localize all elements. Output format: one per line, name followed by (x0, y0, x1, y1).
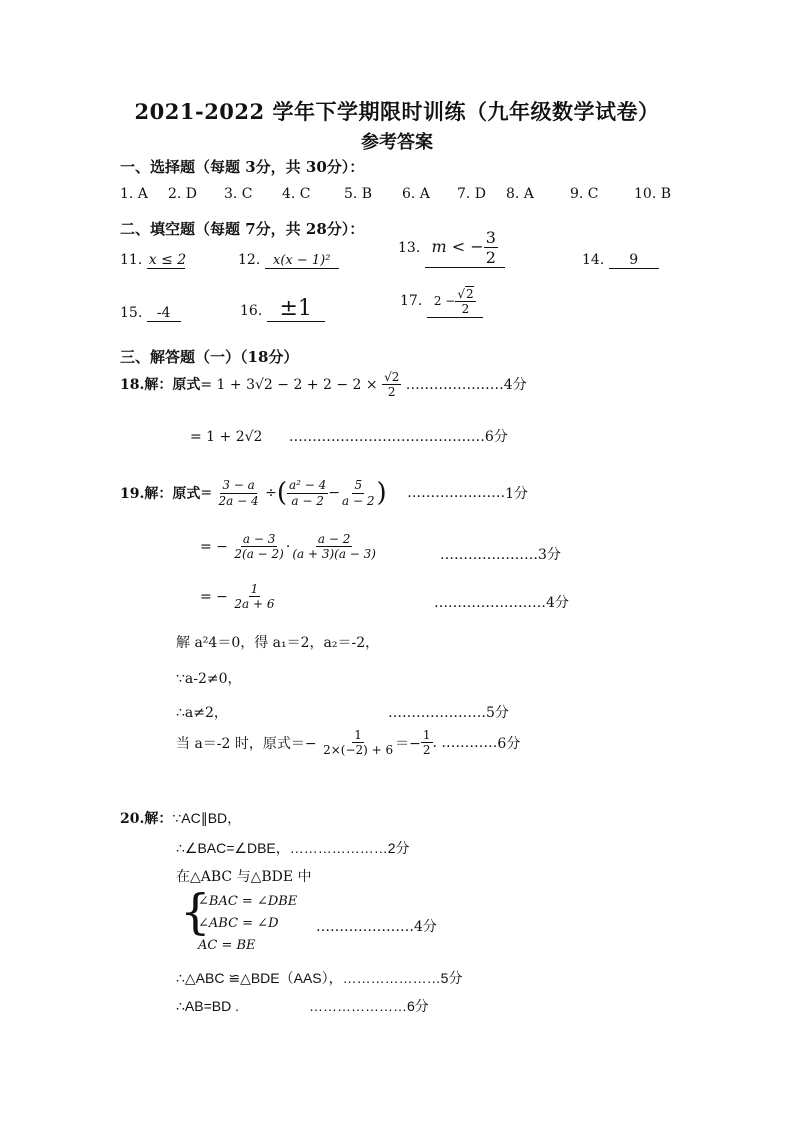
q20-sys1: ∠BAC = ∠DBE (198, 894, 298, 909)
fill-q17-prefix: 2 − (433, 293, 456, 308)
q20-score-sys: …………………4分 (316, 919, 437, 935)
q18-score2: 6分 (484, 429, 508, 445)
q19-frac2: $\frac{\text{a² − 4}}{a - 2}$ (289, 478, 327, 508)
mc-answer-4: 4. C (282, 186, 311, 202)
q20-line2: ∴∠BAC=∠DBE，…………………2分 (176, 840, 410, 856)
mc-answer-2: 2. D (168, 186, 198, 202)
fill-q13 (398, 228, 505, 268)
q19-score1: 1分 (505, 486, 529, 502)
q19-score-line6: …………………5分 (388, 705, 509, 721)
fill-q17-fraction (455, 286, 475, 317)
page-subtitle: 参考答案 (361, 132, 433, 153)
q19-frac6: $\frac{1}{2a + 6}$ (234, 582, 275, 612)
q18-expr2: = 1 + 2√2 (190, 429, 263, 445)
mc-answer-5: 5. B (344, 186, 373, 202)
page-title: 2021-2022 学年下学期限时训练（九年级数学试卷） (134, 99, 660, 124)
q18-line1: 18.解：原式= 1 + 3√2 − 2 + 2 − 2 × $\frac{√2}{2}$ …………………4分 (120, 370, 527, 400)
q20-score6: 6分 (407, 998, 429, 1014)
fill-q15-answer: -4 (147, 305, 181, 322)
mc-answer-8: 8. A (506, 186, 534, 202)
q20-score2: 2分 (387, 840, 410, 856)
q19-line6: ∴a≠2， (176, 705, 228, 721)
q18-score1: 4分 (503, 376, 527, 393)
q19-frac7: $\frac{1}{2\times(-2) + 6}$ (323, 728, 394, 758)
q18-line2: = 1 + 2√2 ……………………………………6分 (190, 429, 508, 445)
mc-answer-7: 7. D (457, 186, 487, 202)
q19-score3: 4分 (546, 595, 569, 611)
q19-frac5: $\frac{a - 2}{(a + 3)(a - 3)}$ (292, 532, 376, 562)
mc-answer-1: 1. A (120, 186, 148, 202)
q19-frac8: $\frac{1}{2}$ (422, 728, 431, 758)
fill-q13-den: 2 (485, 248, 496, 268)
fill-q13-num: 3 (485, 228, 496, 247)
q20-line3: 在△ABC 与△BDE 中 (176, 869, 312, 885)
q19-line5: ∵a-2≠0， (176, 671, 242, 687)
fill-q17-den: 2 (461, 302, 470, 317)
q20-line5: ∴AB=BD . …………………6分 (176, 998, 429, 1014)
q19-line1: 19.解：原式= $\frac{3 - a}{2a - 4}$ ÷( $\frac{\text{a² − 4}}{a - 2}$ − $\frac{5}{a - 2}$ ) …………………1分 (120, 478, 529, 508)
section1-heading: 一、选择题（每题 3分，共 30分）： (120, 158, 365, 176)
fill-q11-label: 11. (120, 252, 143, 268)
section3-heading: 三、解答题（一）（18分） (120, 348, 299, 366)
fill-q11 (120, 252, 185, 269)
mc-answer-6: 6. A (402, 186, 430, 202)
q19-score5: 5分 (486, 705, 509, 721)
mc-answer-3: 3. C (224, 186, 253, 202)
q19-frac1: $\frac{3 - a}{2a - 4}$ (218, 478, 259, 508)
mc-answer-10: 10. B (634, 186, 672, 202)
fill-q14-label: 14. (582, 252, 605, 268)
q19-score-line2: …………………3分 (440, 547, 561, 563)
mc-answer-9: 9. C (570, 186, 599, 202)
q20-system-brace: { (180, 884, 211, 940)
q19-score-line3: ……………………4分 (434, 595, 569, 611)
q18-label: 18.解：原式 (120, 376, 201, 393)
fill-q12 (238, 252, 339, 269)
section2-heading: 二、填空题（每题 7分，共 28分）： (120, 220, 365, 238)
q20-score4: 4分 (414, 919, 437, 935)
q20-score5: 5分 (440, 970, 463, 986)
fill-q16 (240, 296, 325, 322)
fill-q14-answer: 9 (609, 252, 659, 269)
q19-frac4: $\frac{a - 3}{2(a - 2)}$ (234, 532, 284, 562)
fill-q12-label: 12. (238, 252, 261, 268)
q19-score6: 6分 (497, 735, 521, 752)
q19-line2: = − $\frac{a - 3}{2(a - 2)}$ · $\frac{a - 2}{(a + 3)(a - 3)}$ (200, 532, 376, 562)
fill-q13-fraction (484, 228, 498, 267)
q20-line1: 20.解：∵AC∥BD， (120, 810, 242, 827)
q19-frac3: $\frac{5}{a - 2}$ (342, 478, 375, 508)
fill-q13-prefix: m < − (431, 237, 484, 257)
fill-q16-answer: ±1 (267, 296, 325, 322)
fill-q15 (120, 305, 181, 322)
fill-q17-num: √2 (457, 287, 474, 301)
q19-line4: 解 a²4＝0，得 a₁＝2，a₂＝-2， (176, 635, 380, 651)
q20-label: 20.解： (120, 811, 173, 827)
q19-score2: 3分 (538, 547, 561, 563)
fill-q12-answer: x(x − 1)² (265, 253, 339, 269)
fill-q17-label: 17. (400, 292, 423, 309)
q20-line4: ∴△ABC ≌△BDE（AAS），…………………5分 (176, 970, 463, 986)
fill-q13-answer (425, 228, 505, 268)
q20-sys2: ∠ABC = ∠D (198, 916, 279, 931)
fill-q13-label: 13. (398, 240, 421, 257)
q18-expr1: = 1 + 3√2 − 2 + 2 − 2 × (200, 376, 378, 393)
q19-line7: 当 a＝-2 时，原式＝− $\frac{1}{2\times(-2) + 6}$ ＝− $\frac{1}{2}$ . …………6分 (176, 728, 521, 758)
q19-line3: = − $\frac{1}{2a + 6}$ (200, 582, 275, 612)
fill-q17 (400, 286, 483, 318)
fill-q16-label: 16. (240, 303, 263, 319)
q18-fraction: $\frac{√2}{2}$ (384, 370, 400, 400)
fill-q14 (582, 252, 659, 269)
fill-q11-answer: x ≤ 2 (148, 252, 187, 268)
fill-q17-answer (427, 286, 483, 318)
fill-q15-label: 15. (120, 305, 143, 321)
q19-label: 19.解：原式 (120, 486, 201, 502)
q20-sys3: AC = BE (198, 938, 256, 953)
